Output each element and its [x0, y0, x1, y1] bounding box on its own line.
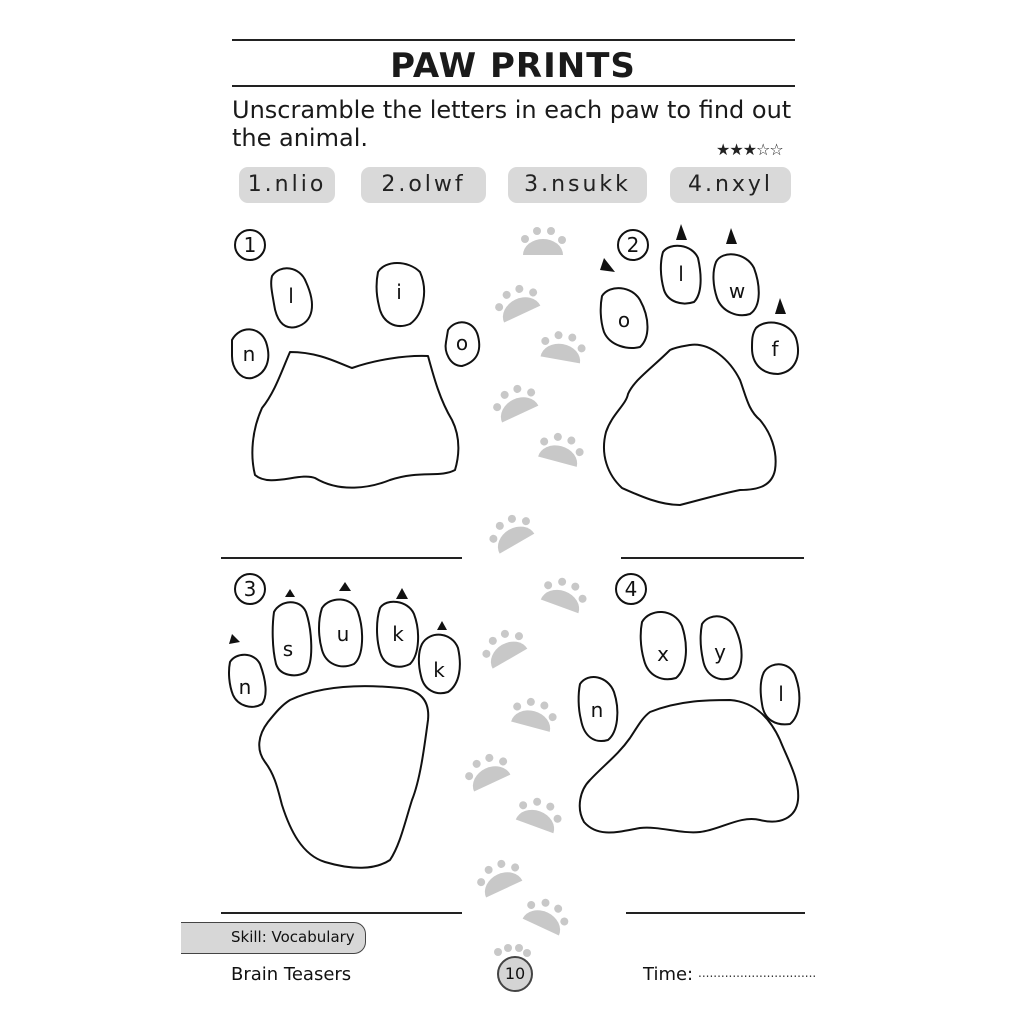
- footprint-icon: [494, 944, 531, 957]
- paw-pad: [604, 345, 776, 505]
- instruction-text: Unscramble the letters in each paw to find out the animal.: [232, 96, 792, 152]
- claw-icon: [676, 224, 687, 240]
- toe-letter: u: [336, 622, 350, 646]
- footprint-icon: [514, 793, 566, 835]
- toe-letter: n: [590, 698, 604, 722]
- difficulty-stars: ★★★☆☆: [716, 140, 783, 159]
- claw-icon: [396, 588, 408, 599]
- toe-letter: f: [771, 337, 779, 361]
- paw-2: [601, 230, 798, 505]
- toe-letter: x: [657, 642, 669, 666]
- footprint-icon: [536, 429, 587, 468]
- footprint-icon: [539, 573, 591, 615]
- footprint-icon: [477, 623, 530, 670]
- time-blank[interactable]: ...............................: [698, 966, 817, 980]
- toe-letter: l: [778, 682, 784, 706]
- footprint-icon: [521, 227, 566, 255]
- toe-letter: y: [714, 640, 726, 664]
- footprint-icon: [490, 279, 543, 323]
- claw-icon: [600, 258, 615, 272]
- footprint-icon: [484, 508, 537, 555]
- scramble-pill-2: 2.olwf: [361, 167, 486, 203]
- footprint-icon: [460, 748, 513, 792]
- paw-3: [229, 574, 460, 868]
- paw-number-4: 4: [624, 577, 638, 601]
- time-label: Time:: [643, 964, 694, 985]
- toe-letter: n: [238, 675, 252, 699]
- paw-pad: [252, 352, 458, 488]
- paw-pad: [259, 686, 428, 868]
- footer-brand: Brain Teasers: [231, 964, 352, 985]
- paw-1: [232, 230, 479, 488]
- scramble-pill-3: 3.nsukk: [508, 167, 647, 203]
- toe-letter: l: [678, 262, 684, 286]
- scramble-pill-4: 4.nxyl: [670, 167, 791, 203]
- footprint-icon: [472, 854, 525, 898]
- footprint-icon: [488, 379, 541, 423]
- footprint-icon: [509, 694, 560, 733]
- toe-letter: w: [728, 279, 746, 303]
- footprint-trail: [460, 227, 590, 957]
- footprint-icon: [539, 328, 588, 363]
- skill-label: Skill: Vocabulary: [231, 928, 355, 946]
- paw-4: [579, 574, 800, 833]
- page-title: PAW PRINTS: [390, 46, 636, 86]
- claw-icon: [437, 621, 447, 630]
- claw-icon: [726, 228, 737, 244]
- toe-letter: k: [433, 658, 445, 682]
- toe-letter: l: [288, 284, 294, 308]
- toe-letter: s: [282, 637, 294, 661]
- claw-icon: [229, 634, 240, 644]
- claw-icon: [775, 298, 786, 314]
- toe-letter: o: [617, 308, 631, 332]
- page-number: 10: [497, 956, 533, 992]
- footprint-icon: [521, 892, 574, 936]
- claw-icon: [339, 582, 351, 591]
- claw-icon: [285, 589, 295, 597]
- toe-letter: n: [242, 342, 256, 366]
- toe-letter: o: [455, 331, 469, 355]
- paw-number-1: 1: [243, 233, 257, 257]
- scramble-pill-1: 1.nlio: [239, 167, 335, 203]
- toe-letter: k: [392, 622, 404, 646]
- toe-letter: i: [396, 280, 402, 304]
- paw-number-2: 2: [626, 233, 640, 257]
- paw-number-3: 3: [243, 577, 257, 601]
